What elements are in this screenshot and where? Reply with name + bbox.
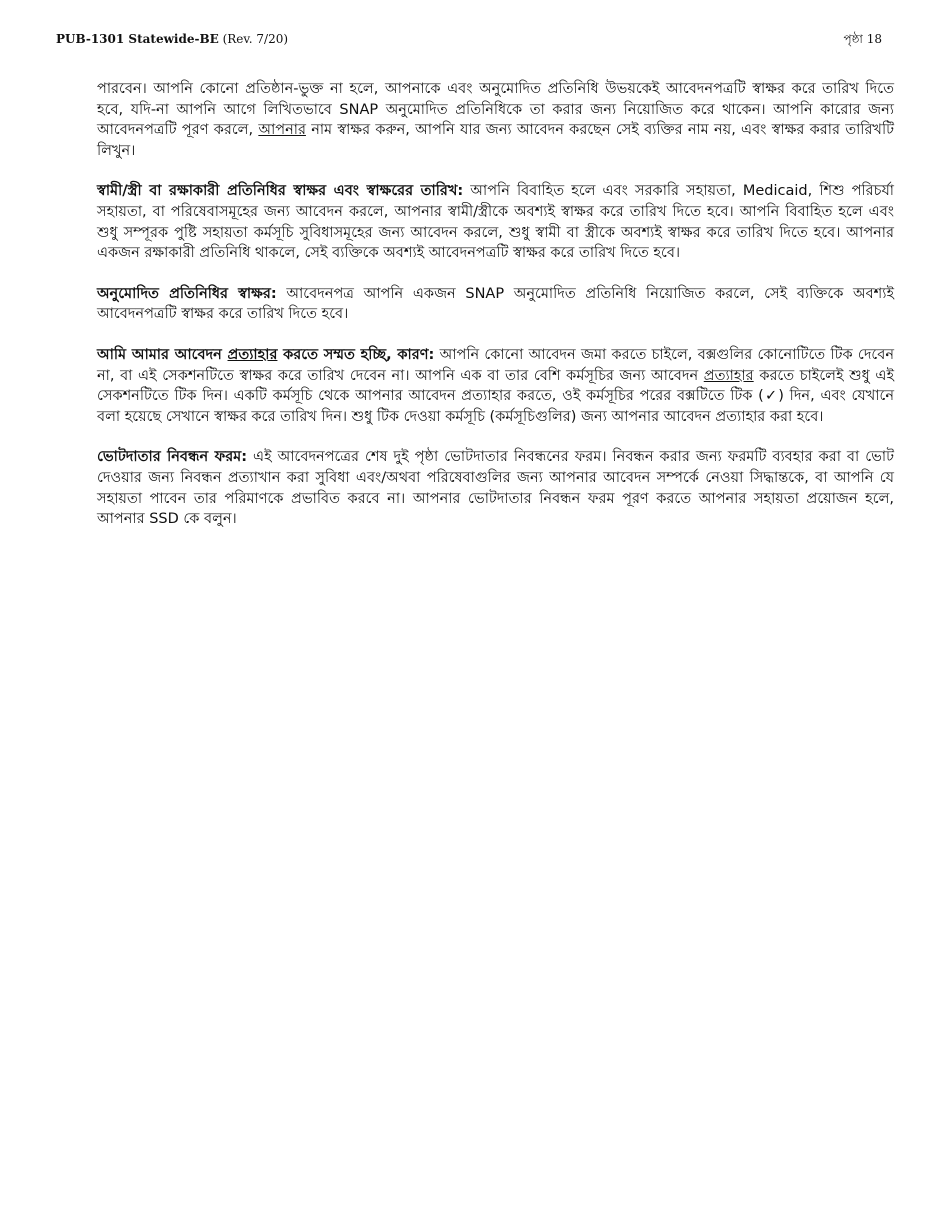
para-text: নাম স্বাক্ষর করুন, আপনি যার জন্য আবেদন করছেন সেই ব্যক্তির নাম নয়, এবং স্বাক্ষর করার তারিখটি লিখুন।: [97, 122, 894, 159]
section-heading: ভোটদাতার নিবন্ধন ফরম:: [97, 449, 248, 466]
section-heading: অনুমোদিত প্রতিনিধির স্বাক্ষর:: [97, 285, 277, 302]
para-text: এই আবেদনপত্রের শেষ দুই পৃষ্ঠা ভোটদাতার নিবন্ধনের ফরম। নিবন্ধন করার জন্য ফরমটি ব্যবহার করা বা ভোট দেওয়ার জন্য নিবন্ধন প্রত্যাখান করা সুবিধা এবং/অথবা পরিষেবাগুলির জন্য আপনার আবেদন সম্পর্কে নেওয়া সিদ্ধান্তকে, বা আপনি যে সহায়তা পাবেন তার পরিমাণকে প্রভাবিত করবে না। আপনার ভোটদাতার নিবন্ধন ফরম পূরণ করতে আপনার সহায়তা প্রয়োজন হলে, আপনার SSD কে বলুন।: [97, 449, 894, 528]
heading-part: করতে সম্মত হচ্ছি, কারণ:: [277, 346, 435, 363]
section-heading: স্বামী/স্ত্রী বা রক্ষাকারী প্রতিনিধির স্বাক্ষর এবং স্বাক্ষরের তারিখ:: [97, 183, 464, 200]
underlined-word: প্রত্যাহার: [703, 367, 754, 384]
document-body: [97, 79, 894, 550]
paragraph-continuation: [97, 79, 894, 161]
paragraph-authorized-representative: [97, 284, 894, 325]
page-number: পৃষ্ঠা 18: [843, 32, 882, 46]
form-revision: (Rev. 7/20): [222, 32, 289, 46]
paragraph-withdraw-application: [97, 345, 894, 427]
para-text: করতে চাইলেই শুধু এই সেকশনটিতে টিক দিন। একটি কর্মসূচি থেকে আপনার আবেদন প্রত্যাহার করতে, ওই কর্মসূচির পরের বক্সটিতে টিক (✓) দিন, এবং যেখানে বলা হয়েছে সেখানে স্বাক্ষর করে তারিখ দিন। শুধু টিক দেওয়া কর্মসূচি (কর্মসূচিগুলির) জন্য আপনার আবেদন প্রত্যাহার করা হবে।: [97, 367, 894, 425]
para-text: আবেদনপত্র আপনি একজন SNAP অনুমোদিত প্রতিনিধি নিয়োজিত করলে, সেই ব্যক্তিকে অবশ্যই আবেদনপত্রটি স্বাক্ষর করে তারিখ দিতে হবে।: [97, 285, 894, 323]
para-text: আপনি কোনো আবেদন জমা করতে চাইলে, বক্সগুলির কোনোটিতে টিক দেবেন না, বা এই সেকশনটিতে স্বাক্ষর করে তারিখ দেবেন না। আপনি এক বা তার বেশি কর্মসূচির জন্য আবেদন: [97, 346, 894, 384]
para-text: পারবেন। আপনি কোনো প্রতিষ্ঠান-ভুক্ত না হলে, আপনাকে এবং অনুমোদিত প্রতিনিধি উভয়কেই আবেদনপত্রটি স্বাক্ষর করে তারিখ দিতে হবে, যদি-না আপনি আগে লিখিতভাবে SNAP অনুমোদিত প্রতিনিধিকে তা করার জন্য নিয়োজিত করে থাকেন। আপনি কারোর জন্য আবেদনপত্রটি পূরণ করলে,: [97, 81, 894, 139]
underlined-word: আপনার: [258, 122, 306, 139]
paragraph-spouse-signature: [97, 181, 894, 263]
form-code: PUB-1301 Statewide-BE: [56, 32, 219, 46]
form-identifier: [56, 30, 288, 48]
underlined-word: প্রত্যাহার: [227, 346, 278, 363]
section-heading: [97, 347, 434, 363]
paragraph-voter-registration: [97, 447, 894, 529]
para-text: আপনি বিবাহিত হলে এবং সরকারি সহায়তা, Medicaid, শিশু পরিচর্যা সহায়তা, বা পরিষেবাসমূহের জন্য আবেদন করলে, আপনার স্বামী/স্ত্রীকে অবশ্যই স্বাক্ষর করে তারিখ দিতে হবে। আপনি বিবাহিত হলে এবং শুধু সম্পূরক পুষ্টি সহায়তা কর্মসূচি সুবিধাসমূহের জন্য আবেদন করলে, শুধু স্বামী বা স্ত্রীকে অবশ্যই স্বাক্ষর করে তারিখ দিতে হবে। আপনার একজন রক্ষাকারী প্রতিনিধি থাকলে, সেই ব্যক্তিকে অবশ্যই আবেদনপত্রটি স্বাক্ষর করে তারিখ দিতে হবে।: [97, 183, 894, 262]
heading-part: আমি আমার আবেদন: [97, 346, 228, 363]
page-header: [56, 30, 882, 50]
